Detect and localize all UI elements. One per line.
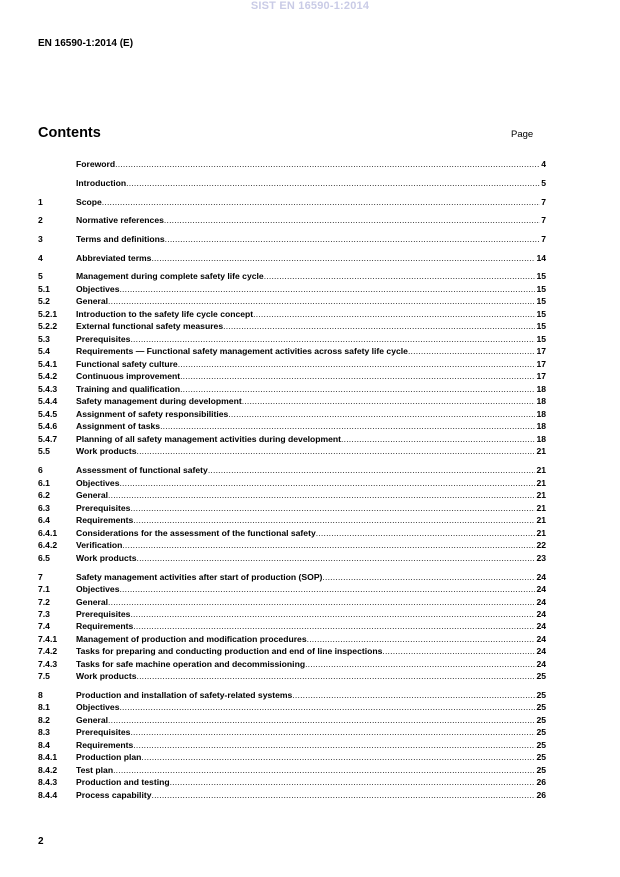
toc-entry-title: Abbreviated terms [76,253,152,263]
toc-entry-number [38,177,76,189]
toc-entry-number: 5.4.5 [38,409,58,419]
toc-entry-page: 24 [536,659,546,669]
toc-leader-dots [108,714,535,726]
toc-entry-number: 6.4.2 [38,540,58,550]
toc-entry-number: 8.2 [38,715,50,725]
toc-entry[interactable] [38,433,546,445]
toc-entry[interactable] [38,420,546,432]
toc-leader-dots [382,645,535,657]
toc-leader-dots [119,283,535,295]
toc-entry-page: 24 [536,572,546,582]
toc-leader-dots [180,383,535,395]
toc-entry-page: 21 [536,528,546,538]
toc-entry-page: 17 [536,371,546,381]
toc-entry-title: Production and testing [76,777,170,787]
toc-entry-number: 5.5 [38,446,50,456]
toc-entry-number: 6 [38,465,43,475]
toc-entry[interactable] [38,477,546,489]
toc-entry-page: 17 [536,346,546,356]
toc-entry[interactable] [38,270,546,282]
toc-entry[interactable] [38,333,546,345]
toc-entry[interactable] [38,345,546,357]
toc-entry-title: Work products [76,553,137,563]
toc-leader-dots [119,583,535,595]
toc-entry-number: 8.4.4 [38,790,58,800]
toc-entry-number: 5.4 [38,346,50,356]
toc-entry-page: 7 [541,215,546,225]
toc-entry-title: Objectives [76,584,120,594]
toc-entry-title: Training and qualification [76,384,181,394]
toc-leader-dots [119,477,535,489]
toc-leader-dots [115,158,540,170]
toc-entry-page: 21 [536,478,546,488]
toc-leader-dots [316,527,536,539]
toc-leader-dots [178,358,536,370]
toc-entry-title: Planning of all safety management activities during development [76,434,342,444]
page-number: 2 [38,836,44,847]
toc-entry-page: 18 [536,396,546,406]
toc-entry-title: Assignment of tasks [76,421,161,431]
toc-entry-title: Functional safety culture [76,359,178,369]
toc-entry[interactable] [38,583,546,595]
toc-entry-number: 6.4.1 [38,528,58,538]
toc-entry-title: General [76,715,109,725]
toc-entry[interactable] [38,527,546,539]
toc-entry-number: 5.4.7 [38,434,58,444]
toc-entry-page: 22 [536,540,546,550]
toc-entry[interactable] [38,395,546,407]
toc-entry[interactable] [38,358,546,370]
toc-leader-dots [122,539,535,551]
toc-entry[interactable] [38,464,546,476]
toc-entry[interactable] [38,308,546,320]
toc-leader-dots [136,552,535,564]
toc-entry-title: Introduction to the safety life cycle concept [76,309,254,319]
toc-entry[interactable] [38,233,546,245]
toc-entry[interactable] [38,670,546,682]
toc-entry-title: Assessment of functional safety [76,465,208,475]
toc-leader-dots [322,571,535,583]
toc-entry[interactable] [38,751,546,763]
toc-entry-number: 5.3 [38,334,50,344]
toc-leader-dots [130,333,535,345]
toc-entry-number: 8.4.3 [38,777,58,787]
toc-entry-page: 24 [536,646,546,656]
toc-entry-title: General [76,296,109,306]
toc-entry-number: 5.4.4 [38,396,58,406]
toc-entry-title: Safety management during development [76,396,242,406]
toc-entry-page: 21 [536,490,546,500]
toc-entry-title: Continuous improvement [76,371,181,381]
toc-entry-title: Terms and definitions [76,234,165,244]
toc-entry-number: 7.1 [38,584,50,594]
toc-entry-page: 25 [536,690,546,700]
toc-leader-dots [113,764,535,776]
toc-entry-title: Management of production and modification procedures [76,634,307,644]
toc-leader-dots [126,177,540,189]
toc-entry[interactable] [38,776,546,788]
toc-entry-page: 24 [536,609,546,619]
toc-entry-page: 17 [536,359,546,369]
toc-leader-dots [223,320,535,332]
toc-entry-number: 1 [38,197,43,207]
toc-entry[interactable] [38,158,546,170]
toc-entry-page: 25 [536,765,546,775]
toc-entry-page: 26 [536,790,546,800]
toc-entry[interactable] [38,608,546,620]
toc-entry[interactable] [38,489,546,501]
toc-entry-number: 7.4 [38,621,50,631]
toc-entry-number: 5.4.1 [38,359,58,369]
toc-leader-dots [151,252,535,264]
toc-entry[interactable] [38,645,546,657]
toc-entry-title: External functional safety measures [76,321,224,331]
toc-entry-title: Prerequisites [76,727,131,737]
toc-entry[interactable] [38,552,546,564]
toc-leader-dots [136,445,535,457]
toc-entry[interactable] [38,295,546,307]
toc-entry-page: 18 [536,409,546,419]
toc-entry[interactable] [38,252,546,264]
toc-entry-title: Test plan [76,765,114,775]
toc-entry-number: 8.3 [38,727,50,737]
toc-entry-number: 5.4.3 [38,384,58,394]
toc-entry-page: 7 [541,234,546,244]
toc-entry-page: 25 [536,702,546,712]
toc-leader-dots [151,789,535,801]
toc-entry-title: Objectives [76,284,120,294]
toc-entry-number: 7.4.1 [38,634,58,644]
toc-entry-page: 26 [536,777,546,787]
toc-entry-number: 7.3 [38,609,50,619]
toc-entry-page: 15 [536,309,546,319]
toc-entry-page: 25 [536,727,546,737]
toc-entry-number: 3 [38,234,43,244]
toc-leader-dots [264,270,536,282]
toc-entry-title: Prerequisites [76,503,131,513]
toc-entry-title: General [76,597,109,607]
toc-entry-title: Work products [76,671,137,681]
toc-entry[interactable] [38,177,546,189]
toc-leader-dots [108,295,535,307]
toc-entry-title: Introduction [76,178,127,188]
toc-entry[interactable] [38,689,546,701]
toc-entry[interactable] [38,196,546,208]
toc-leader-dots [253,308,535,320]
toc-entry-title: Process capability [76,790,152,800]
toc-entry[interactable] [38,383,546,395]
toc-entry-title: Foreword [76,159,116,169]
toc-entry-title: Requirements [76,740,134,750]
toc-entry-number: 5.2.2 [38,321,58,331]
toc-entry-title: Scope [76,197,102,207]
toc-leader-dots [130,608,535,620]
toc-leader-dots [160,420,535,432]
toc-entry[interactable] [38,408,546,420]
toc-entry-number: 7.5 [38,671,50,681]
toc-entry-number: 5.4.2 [38,371,58,381]
toc-entry-number [38,158,76,170]
toc-entry[interactable] [38,620,546,632]
toc-entry-page: 25 [536,740,546,750]
toc-entry-number: 6.2 [38,490,50,500]
toc-entry-number: 8.4 [38,740,50,750]
toc-entry-number: 7.2 [38,597,50,607]
toc-entry-page: 18 [536,434,546,444]
toc-entry[interactable] [38,701,546,713]
toc-leader-dots [133,514,535,526]
toc-entry-page: 7 [541,197,546,207]
toc-entry-page: 15 [536,296,546,306]
toc-entry-page: 24 [536,621,546,631]
toc-entry-page: 21 [536,515,546,525]
toc-entry[interactable] [38,764,546,776]
toc-entry[interactable] [38,739,546,751]
toc-entry-number: 8.4.2 [38,765,58,775]
toc-entry-number: 7.4.3 [38,659,58,669]
toc-entry-page: 21 [536,465,546,475]
toc-entry[interactable] [38,714,546,726]
toc-leader-dots [292,689,535,701]
toc-leader-dots [130,502,535,514]
toc-entry-page: 15 [536,271,546,281]
toc-entry-title: Normative references [76,215,164,225]
toc-entry-page: 24 [536,634,546,644]
toc-entry-number: 6.3 [38,503,50,513]
toc-entry-page: 23 [536,553,546,563]
toc-leader-dots [164,214,540,226]
toc-entry-title: Safety management activities after start of production (SOP) [76,572,323,582]
toc-entry-number: 5.4.6 [38,421,58,431]
toc-entry-page: 15 [536,321,546,331]
toc-entry-page: 14 [536,253,546,263]
toc-entry-page: 25 [536,715,546,725]
toc-leader-dots [170,776,536,788]
toc-entry-title: Requirements [76,621,134,631]
toc-entry-page: 21 [536,446,546,456]
toc-leader-dots [102,196,540,208]
toc-entry-title: Work products [76,446,137,456]
toc-entry-number: 5.2 [38,296,50,306]
toc-entry-title: Verification [76,540,123,550]
toc-entry-title: Requirements — Functional safety management activities across safety life cycle [76,346,408,356]
toc-entry-number: 5.1 [38,284,50,294]
toc-entry-number: 8.4.1 [38,752,58,762]
toc-entry-number: 7.4.2 [38,646,58,656]
toc-entry-page: 5 [541,178,546,188]
toc-entry[interactable] [38,633,546,645]
toc-entry-page: 24 [536,584,546,594]
toc-entry-number: 6.1 [38,478,50,488]
toc-entry[interactable] [38,214,546,226]
toc-entry-number: 5.2.1 [38,309,58,319]
toc-entry-page: 18 [536,384,546,394]
toc-leader-dots [305,658,535,670]
toc-entry-title: Prerequisites [76,609,131,619]
toc-entry-page: 25 [536,671,546,681]
toc-leader-dots [141,751,535,763]
toc-entry-title: Production plan [76,752,142,762]
toc-entry-title: Assignment of safety responsibilities [76,409,229,419]
contents-title: Contents [38,125,101,141]
toc-entry-page: 15 [536,334,546,344]
toc-leader-dots [133,620,535,632]
toc-entry-title: Objectives [76,478,120,488]
toc-leader-dots [136,670,535,682]
toc-leader-dots [242,395,536,407]
toc-leader-dots [408,345,535,357]
toc-leader-dots [130,726,535,738]
toc-leader-dots [165,233,541,245]
page-column-label: Page [511,129,534,140]
toc-entry-title: Management during complete safety life cycle [76,271,264,281]
toc-leader-dots [307,633,536,645]
toc-entry[interactable] [38,514,546,526]
toc-leader-dots [180,370,535,382]
toc-leader-dots [119,701,535,713]
toc-entry-number: 6.5 [38,553,50,563]
toc-entry-number: 8 [38,690,43,700]
toc-entry[interactable] [38,370,546,382]
toc-entry-title: Prerequisites [76,334,131,344]
toc-entry-number: 2 [38,215,43,225]
toc-entry-title: General [76,490,109,500]
toc-entry-title: Production and installation of safety-related systems [76,690,293,700]
toc-entry[interactable] [38,596,546,608]
document-id: EN 16590-1:2014 (E) [38,38,134,49]
toc-entry-number: 8.1 [38,702,50,712]
toc-entry-title: Objectives [76,702,120,712]
toc-entry-page: 21 [536,503,546,513]
toc-entry-title: Requirements [76,515,134,525]
toc-leader-dots [133,739,535,751]
toc-entry[interactable] [38,789,546,801]
watermark: SIST EN 16590-1:2014 [250,0,370,12]
toc-entry-page: 18 [536,421,546,431]
toc-leader-dots [228,408,535,420]
toc-entry[interactable] [38,502,546,514]
toc-entry[interactable] [38,283,546,295]
toc-leader-dots [341,433,535,445]
toc-entry-title: Tasks for safe machine operation and decommissioning [76,659,306,669]
toc-entry[interactable] [38,445,546,457]
toc-entry-page: 25 [536,752,546,762]
toc-entry-page: 24 [536,597,546,607]
toc-entry-number: 7 [38,572,43,582]
toc-entry[interactable] [38,726,546,738]
toc-entry-title: Tasks for preparing and conducting production and end of line inspections [76,646,383,656]
toc-entry-number: 6.4 [38,515,50,525]
toc-entry-page: 15 [536,284,546,294]
toc-entry-number: 5 [38,271,43,281]
toc-entry-number: 4 [38,253,43,263]
toc-entry[interactable] [38,320,546,332]
toc-entry-page: 4 [541,159,546,169]
toc-leader-dots [108,596,535,608]
toc-leader-dots [108,489,535,501]
toc-entry[interactable] [38,658,546,670]
toc-leader-dots [208,464,536,476]
toc-entry[interactable] [38,571,546,583]
toc-entry-title: Considerations for the assessment of the functional safety [76,528,316,538]
toc-entry[interactable] [38,539,546,551]
